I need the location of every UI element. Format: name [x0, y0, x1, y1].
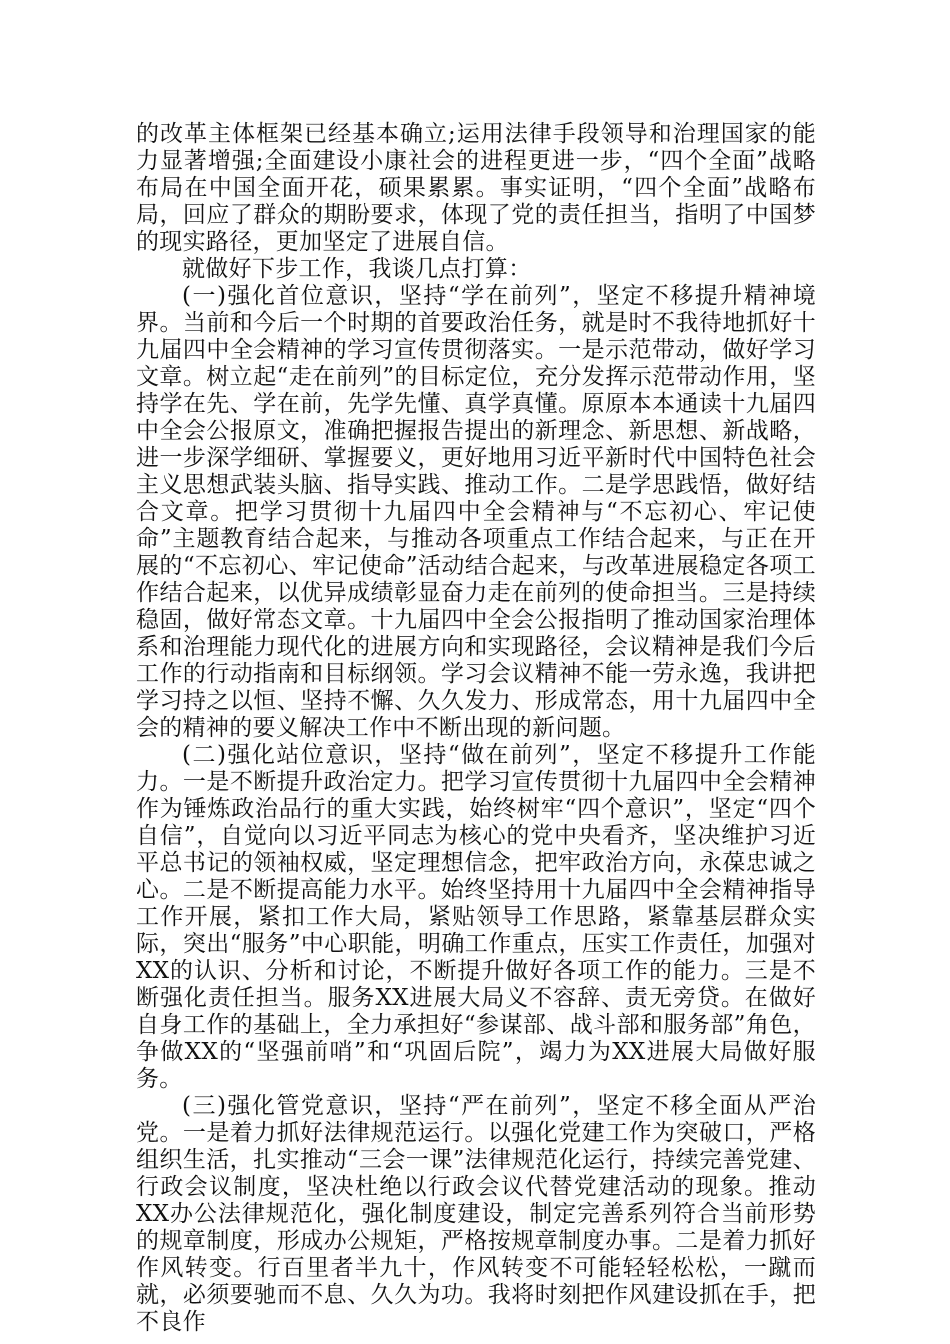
paragraph-plan-lead: 就做好下步工作，我谈几点打算：: [182, 256, 532, 282]
paragraph-section-1: (一)强化首位意识，坚持“学在前列”，坚定不移提升精神境界。当前和今后一个时期的首要政治任务，就是时不我待地抓好十九届四中全会精神的学习宣传贯彻落实。一是示范带动，做好学习文章。树立起“走在前列”的目标定位，充分发挥示范带动作用，坚持学在先、学在前，先学先懂、真学真懂。原原本本通读十九届四中全会公报原文，准确把握报告提出的新理念、新思想、新战略，进一步深学细研、掌握要义，更好地用习近平新时代中国特色社会主义思想武装头脑、指导实践、推动工作。二是学思践悟，做好结合文章。把学习贯彻十九届四中全会精神与“不忘初心、牢记使命”主题教育结合起来，与推动各项重点工作结合起来，与正在开展的“不忘初心、牢记使命”活动结合起来，与改革进展稳定各项工作结合起来，以优异成绩彰显奋力走在前列的使命担当。三是持续稳固，做好常态文章。十九届四中全会公报指明了推动国家治理体系和治理能力现代化的进展方向和实现路径，会议精神是我们今后工作的行动指南和目标纲领。学习会议精神不能一劳永逸，我讲把学习持之以恒、坚持不懈、久久发力、形成常态，用十九届四中全会的精神的要义解决工作中不断出现的新问题。: [136, 283, 816, 741]
paragraph-intro-continuation: 的改革主体框架已经基本确立;运用法律手段领导和治理国家的能力显著增强;全面建设小康社会的进程更进一步，“四个全面”战略布局在中国全面开花，硕果累累。事实证明，“四个全面”战略布局，回应了群众的期盼要求，体现了党的责任担当，指明了中国梦的现实路径，更加坚定了进展自信。: [136, 121, 816, 255]
document-page: [136, 121, 816, 1336]
paragraph-section-2: (二)强化站位意识，坚持“做在前列”，坚定不移提升工作能力。一是不断提升政治定力。把学习宣传贯彻十九届四中全会精神作为锤炼政治品行的重大实践，始终树牢“四个意识”，坚定“四个自信”，自觉向以习近平同志为核心的党中央看齐，坚决维护习近平总书记的领袖权威，坚定理想信念，把牢政治方向，永葆忠诚之心。二是不断提高能力水平。始终坚持用十九届四中全会精神指导工作开展，紧扣工作大局，紧贴领导工作思路，紧靠基层群众实际，突出“服务”中心职能，明确工作重点，压实工作责任，加强对XX的认识、分析和讨论，不断提升做好各项工作的能力。三是不断强化责任担当。服务XX进展大局义不容辞、责无旁贷。在做好自身工作的基础上，全力承担好“参谋部、战斗部和服务部”角色，争做XX的“坚强前哨”和“巩固后院”，竭力为XX进展大局做好服务。: [136, 742, 816, 1092]
paragraph-section-3: (三)强化管党意识，坚持“严在前列”，坚定不移全面从严治党。一是着力抓好法律规范运行。以强化党建工作为突破口，严格组织生活，扎实推动“三会一课”法律规范化运行，持续完善党建、行政会议制度，坚决杜绝以行政会议代替党建活动的现象。推动XX办公法律规范化，强化制度建设，制定完善系列符合当前形势的规章制度，形成办公规矩，严格按规章制度办事。二是着力抓好作风转变。行百里者半九十，作风转变不可能轻轻松松，一蹴而就，必须要驰而不息、久久为功。我将时刻把作风建设抓在手，把不良作: [136, 1093, 816, 1335]
